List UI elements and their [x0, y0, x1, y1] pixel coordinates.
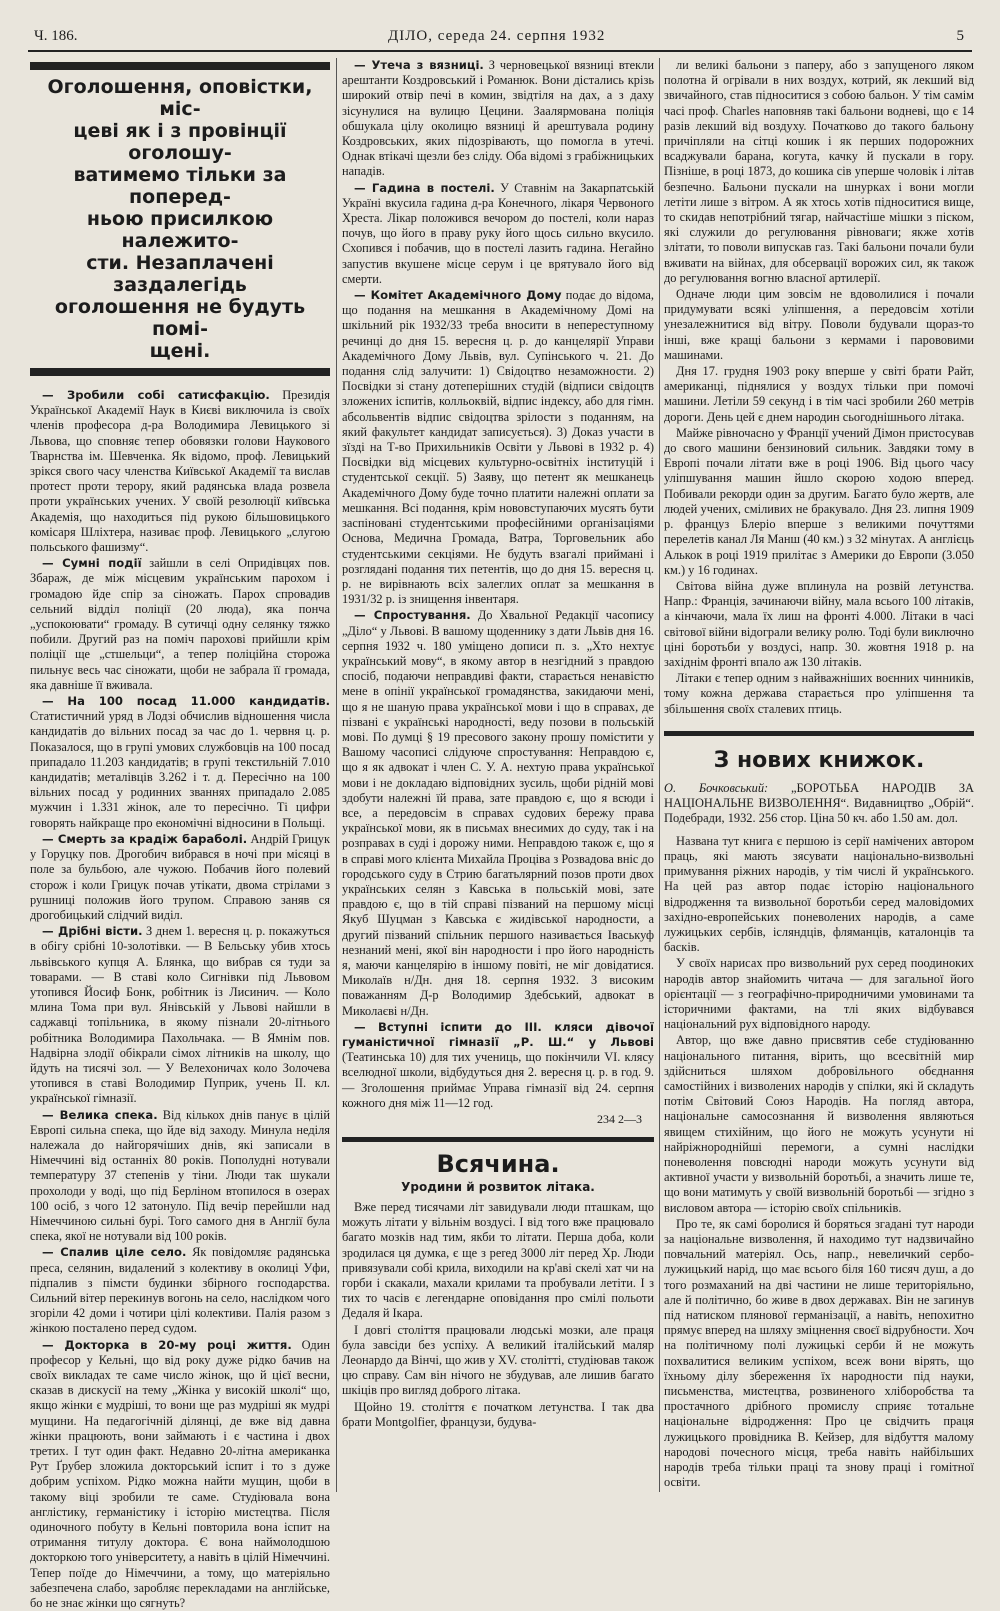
news-heading: — На 100 посад 11.000 кандидатів.: [42, 694, 330, 709]
review-paragraph: У своїх нарисах про визвольний рух серед поодиноких народів автор знайомить читача — для загальної його орієнтації — з географічно-природничими умовинами та історичними фактами, на тлі яких відбувався національний рух відповідного народу.: [664, 956, 974, 1032]
news-body: Від кількох днів панує в цілій Европі сильна спека, що йде від заходу. Минула неділя належала до найгорячіших днів, які записали в Німеччині від останніх 80 років. Пополудні нотували температуру 37 степенів у тіни. Люди так шукали прохолоди у воді, що під Берліном втопилося в озерах 100 осіб, з чого 12 затонуло. Під вечір перейшли над Німеччиною сильні бурі. Того самого дня в Англії була спека, якої не нотували від 100 років.: [30, 1107, 330, 1244]
news-item: [30, 1108, 330, 1245]
review-paragraph: Автор, що вже давно присвятив себе студіюванню національного питання, вірить, що всесвітній мир здійсниться шляхом добровільного обєднання самостійних і визволених народів у спілки, які й складуть потім Світовий Союз Народів. На погляд автора, національне самосознання й визволення являються явищем стихійним, що його не можуть усунути ні найріжнороднійші перемоги, а сумні наслідки поневолення повсюдні народи можуть усунути від активної участи у визвольній боротьбі, а значить лише те, що вони матимуть у своїй визвольній боротьбі — згідно з висловом автора — історію своїх спільників.: [664, 1033, 974, 1215]
news-heading: — Спалив ціле село.: [42, 1245, 187, 1260]
notice-line: Оголошення, оповістки, міс-: [47, 76, 313, 120]
book-publisher: Видавництво „Обрій“. Подебради, 1932. 256 стор. Ціна 50 кч. або 1.50 ам. дол.: [664, 795, 974, 825]
article-paragraph: Майже рівночасно у Франції учений Дімон пристосував до свого машини бензиновий сильник. Завдяки тому в Европі почали літати вже в році 1906. Від цього часу уліпшування машин йшло скорою ходою вперед. Побивали рекорди один за другим. Багато було жертв, але людей учених, сміливих не бракувало. Дня 23. липня 1909 р. француз Блеріо вперше з великими почуттями перелетів канал Ля Манш (40 км.) з 32 мінутах. А англієць Алькок в році 1919 прилітає з Америки до Европи (3.050 км.) у 16 годинах.: [664, 425, 974, 577]
news-heading: — Спростування.: [354, 608, 471, 623]
news-heading: — Сумні події: [42, 556, 142, 571]
books-section-title: З нових книжок.: [664, 731, 974, 773]
news-item: [30, 832, 330, 923]
news-item: [342, 181, 654, 287]
book-reference: [664, 781, 974, 826]
column-2: [342, 58, 654, 1500]
article-paragraph: Одначе люди цим зовсім не вдоволилися і почали придумувати всякі уліпшення, а передовсім хотіли унезалежнитися від вітру. Поволи будували щораз-то інші, вже кращі бальони з кермами і парововими машинами.: [664, 287, 974, 362]
section-title: Всячина.: [342, 1137, 654, 1178]
news-item: [30, 1245, 330, 1336]
article-paragraph: Щойно 19. століття є початком летунства. І так два брати Montgolfier, французи, будува-: [342, 1399, 654, 1429]
news-body: З днем 1. вересня ц. р. покажуться в обігу срібні 10-золотівки. — В Бельську убив хтось львівського купця А. Блянка, що вибрав ся туди за товарами. — В ставі коло Сигнівки під Львовом утопився Йосиф Бонк, робітник із Лисинич. — Коло млина Тома при вул. Янівській у Львові найшли в саджавці топільника, в якому пізнали 20-літнього робітника Володимира Пахольчака. — В Ямнім пов. Надвірна злодії обікрали сімох літників на школу, що йдуть на тисячі зол. — У Велехоничах коло Золочева утопився в ставі Володимир Пуприк, учень II. кл. української гімназії.: [30, 924, 330, 1106]
news-body: Статистичний уряд в Лодзі обчислив відношення числа кандидатів до вільних посад за час до 1. червня ц. р. Показалося, що в групі умових службовців на 100 посад припадало 11.203 кандидатів; в групі текстильній 7.010 кандидатів; металівців 3.262 і т. д. Пересічно на 100 вільних посад у родинних званнях припадало 2.085 мужчин і 1.331 жінок, але то пересічно. Ті цифри говорять найкраще про економічні відносини в Польщі.: [30, 709, 330, 830]
article-paragraph: Світова війна дуже вплинула на розвій летунства. Напр.: Франція, зачинаючи війну, мала всього 100 літаків, а кінчаючи, мала їх лиш на фронті 4.000. Літаки в часі світової війни відограли велику ролю. Тоді були виключно ціні боротьби у воздусі, напр. 30. жовтня 1918 р. на західнім фронті впало аж 130 літаків.: [664, 578, 974, 669]
news-body: подає до відома, що подання на мешкання в Академічному Домі на шкільний рік 1932/33 треба вносити в непереступному речинці до дня 15. вересня ц. р. до канцелярії Управи Академічного Дому Львів, вул. Супінського ч. 21. До подання слід залучити: 1) Свідоцтво незаможности. 2) Посвідки зі стану дотеперішних студій (відписи свідоцтв зложених іспитів, колльоквій, відпис індексу, або для гімн. абсольвентів відпис свідоцтва зрілости з поданням, на який факультет кандидат записується). 3) Доказ участи в зїзді на Т-во Прихильників Освіти у Львові в 1932 р. 4) Посвідки від місцевих культурно-освітніх інституцій і студентської секції. 5) Заяву, що петент як мешканець Академічного Дому буде точно платити належні оплати за мешкання. Всі подання, крім нововступаючих мусять бути заспіновані студентськими професійними організаціями Основа, Медична Громада, Ватра, Торговельник або студентськими секціями. Не будуть взагалі приймані і розглядані подання тих петентів, що до дня 15. вересня ц. р. не вирівнають всіх залеглих оплат за мешкання в 1931/32 р. із знищення інвентаря.: [342, 288, 654, 607]
article-paragraph: Вже перед тисячами літ завидували люди пташкам, що можуть літати у вільнім воздусі. І від того вже працювало багато мозків над тим, якби то літати. Перша доба, коли зродилася ця думка, є ще з perед 3000 літ перед Хр. Люди привязували собі крила, виходили на кр'аві скелі хат чи на горби і скакали, махали крилами та пробували летіти. І з тих то часів є легендарне оповідання про смілі польоти Дедаля й Ікара.: [342, 1200, 654, 1321]
news-heading: — Утеча з вязниці.: [354, 58, 484, 72]
page-label: Ч. 186.: [34, 28, 78, 44]
news-item: [342, 288, 654, 607]
news-heading: — Докторка в 20-му році життя.: [42, 1337, 292, 1352]
news-item: [30, 388, 330, 555]
news-heading: — Смерть за крадіж бараболі.: [42, 831, 248, 846]
news-body: Як повідомляє радянська преса, селянин, видалений з колективу в околиці Уфи, підпалив з пімсти будинки збірного господарства. Сильний вітер перекинув вогонь на село, наслідком чого згоріли 42 доми і чотири цілі колективи. Палія разом з жінкою посталено перед судом.: [30, 1245, 330, 1336]
column-divider: [336, 58, 337, 1492]
news-heading: — Комітет Академічного Дому: [354, 288, 562, 303]
news-item: [342, 58, 654, 180]
news-heading: — Зробили собі сатисфакцію.: [42, 388, 270, 402]
header-rule: [28, 50, 972, 52]
page-number: 5: [956, 28, 964, 44]
news-item: [342, 608, 654, 1018]
page-header: [28, 26, 972, 50]
news-item: [342, 1020, 654, 1111]
news-body: (Театинська 10) для тих учениць, що покінчили VI. клясу вселюдної школи, відбудуться дня 2. вересня ц. р. в год. 9. — Зголошення приймає Управа гімназії від 24. серпня кожного дня між 11—12 год.: [342, 1050, 654, 1110]
column-1: [30, 58, 331, 1611]
news-item: [30, 1338, 330, 1611]
notice-line: цеві як і з провінції оголошу-: [73, 120, 287, 164]
news-heading: — Велика спека.: [42, 1107, 158, 1122]
notice-line: ньою присилкою належито-: [86, 208, 274, 252]
news-body: З черновецької вязниці втекли арештанти Коздровський і Романюк. Вони дістались крізь широкий отвір печі в комин, звідтіля на дах, а з даху зісунулися на вулицю Цецини. Заалярмована поліція обшукала цілу околицю вязниці й арештувала родину Коздровських, яких підозрівають, що помогла в утечі. Однак втікачі щезли без сліду. Оба відомі з грабіжницьких нападів.: [342, 58, 654, 179]
article-title: Уродини й розвиток літака.: [401, 1180, 595, 1195]
column-3: [664, 58, 974, 1500]
paper-date: ДІЛО, середа 24. серпня 1932: [388, 28, 606, 44]
ads-notice: [30, 62, 330, 376]
news-item: [30, 694, 330, 831]
item-signature: 234 2—3: [597, 1112, 642, 1127]
review-paragraph: Про те, як самі боролися й боряться згадані тут народи за національне визволення, й находимо тут надзвичайно повчальний матеріял. Ось, напр., невеличкий сербо-лужицький нарід, що має всього біля 160 тисяч душ, а до того розмаханий на дві частини не лише територіяльно, але й політично, бо живе в двох державах. Він не загинув під натиском плянової германізації, а навіть, непохитно прямує вперед на шляху зміцнення своєї відрубности. Хоч на політичному полі лужицькі серби й не можуть похвалитися великим успіхом, всеж вони вірять, що їхньому ділу збереження їх народности під науки, письменства, мистецтва, розвиненого хліборобства та простачного дрібного промислу сприяє тотальне національне відродження: Про це свідчить праця лужицького провідника В. Кейзер, для відбуття малому народові почесного місця, треба навіть найбільших народів треба тільки праці та знову праці і гомітної освіти.: [664, 1216, 974, 1490]
news-body: У Ставнім на Закарпатській Україні вкусила гадина д-ра Конечного, лікаря Червоного Хреста. Лікар положився вечором до постелі, коли нараз почув, що його в праву руку його щось сильно вкусило. Схопився і побачив, що в постелі лазить гадина. Негайно запустив вкушене місце серум і це врятувало його від смерти.: [342, 180, 654, 286]
article-paragraph: І довгі століття працювали людські мозки, але праця була завсіди без успіху. А великий італійський маляр Леонардо да Вінчі, що жив у XV. столітті, студіював також цю справу. Сам він нічого не збудував, але лишив багато шкіців про вигляд доброго літака.: [342, 1322, 654, 1398]
notice-line: ватимемо тільки за поперед-: [73, 164, 287, 208]
notice-line: оголошення не будуть помі-: [54, 296, 306, 340]
book-author: О. Бочковський:: [664, 780, 769, 795]
review-paragraph: Названа тут книга є першою із серії намічених автором праць, які мають зясувати національно-визвольні примування ріжних народів, у тім числі й українського. На цей раз автор подає історію національного відродження та визвольної боротьби серед маловідомих західно-европейських поневолених народів, а саме лужицьких сербів, ісляндців, фляманців, каталонців та басків.: [664, 833, 974, 955]
news-item: [30, 924, 330, 1106]
news-heading: — Дрібні вісти.: [42, 924, 143, 939]
article-paragraph: Літаки є тепер одним з найважніших воєнних чинників, тому кожна держава старається про уліпшення та збільшення своїх сталевих птиць.: [664, 671, 974, 716]
news-body: зайшли в селі Опридівцях пов. Збараж, де між місцевим українським парохом і громадою йде спір за сіножать. Парох спровадив сельний відділ поліції (20 люда), яка понча „успокоювати“ громаду. В сутичці одну селянку тяжко побили. Другий раз на поміч парохові прийшли крім поліції ще „стшельци“, а тепер поліційна сторожа пильнує весь час сіножати, щоби не забрала її громада, яка давніше її вживала.: [30, 556, 331, 692]
news-body: Один професор у Кельні, що від року дуже рідко бачив на своїх викладах те саме число жінок, що й цієї весни, сказав в дискусії на тему „Жінка у високій школі“ що, якщо жінки є мудріші, то вони ще раз мудріші як мудрі мущини. На педагогічній ділянці, де вже від давна жінки працюють, вони займають і є частина і двох третих. І тут один факт. Недавно 20-літна американка Рут Ґрубер зложила докторський іспит і то з дуже добрим успіхом. Рідко можна найти мущин, щоби в такому віці зробили те саме. Студіювала вона англістику, германістику і історію мистецтва. Після одиночного побуту в Кельні повторила вона іспит на отримання титулу доктора. Є вона наймолодшою докторкою того університету, а навіть в цілій Німеччині. Тепер поїде до Німеччини, а тому, що матеріяльно забезпечена слабо, заробляє перекладами на англійське, бо не знає жінки що сягнуть?: [30, 1337, 330, 1611]
column-divider: [659, 58, 660, 1492]
notice-line: сти. Незаплачені заздалегідь: [86, 252, 274, 296]
news-heading: — Вступні іспити до III. кляси дівочої гуманістичної гімназії „Р. Ш.“ у Львові: [342, 1019, 654, 1049]
news-heading: — Гадина в постелі.: [354, 180, 495, 195]
news-body: Президія Української Академії Наук в Києві виключила із своїх членів професора д-ра Володимира Левицького зі Львова, що сповняє тепер обовязки голови Наукового Тварнства ім. Шевченка. Як відомо, проф. Левицький зрікся свого часу членства Київської Академії та вислав протест проти терору, який радянська влада розвела проти українських учених. У своїй резолюції київська Академія, що находиться під рукою більшовицького комісаря Шліхтера, називає проф. Левицького „слугою польського фашизму“.: [30, 388, 330, 555]
news-body: Андрій Грицук у Горуцку пов. Дрогобич вибрався в ночі при місяці в поле за бульбою, але чужою. Побачив його полевий сторож і коли Грицук почав утікати, двома стрілами з рушниці положив його трупом. Справою заняв ся дрогобицький слідчий виділ.: [30, 831, 330, 922]
article-paragraph: Дня 17. грудня 1903 року вперше у світі брати Райт, американці, піднялися у воздух тільки при помочі машини. Летіли 59 секунд і в тім часі зробили 260 метрів дороги. День цей є днем народин сьогоднішнього літака.: [664, 364, 974, 424]
news-body: До Хвальної Редакції часопису „Діло“ у Львові. В вашому щоденнику з дати Львів дня 16. серпня 1932 ч. 180 уміщено дописи п. з. „Хто нехтує український мову“, в якому автор в незгідний з правдою спосіб, подаючи неправдиві факти, старається ненавістю мене в опінії української громадянства, закидаючи мені, що я не шаную права української мови і що в справах, де пізвані є українські народності, веду позови в польській мові. По думці § 19 пресового закону прошу помістити у Вашому часописі слідуюче спростування: Неправдою є, що я як адвокат і член С. У. А. нехтую права української мови і не докладаю відповідних зусиль, щоби рідній мові здобути належні їй права, зате правдою є, що я всюди і все, а передовсім в справах судових бережу права української мови, як в письмах внесимих до суду, так і на розправах в суді і дорожу ними. Неправдою також є, що я в справі мого клієнта Михайла Проціва з Розвадова вніс до городського суду в Стрию багатьлярний позов проти двох українських селян з Кавська в польській мові, зате правдою є, що в тій справі пізваний на першому місці Якуб Шуцман з Кавська є жидівської народности, а другий пізваний спільник першого називається Іваськуф незнаний мені, якої він народности і про його народність я, маючи канцелярію в іншому повіті, не міг довідатися. Миколаїв н/Дн. дня 18. серпня 1932. З високим поважанням Д-р Володимир Здебський, адвокат в Миколаєві н/Дн.: [342, 608, 654, 1018]
news-item: [30, 556, 330, 693]
notice-line: щені.: [149, 340, 211, 362]
book-title: „БОРОТЬБА НАРОДІВ ЗА НАЦІОНАЛЬНЕ ВИЗВОЛЕННЯ“.: [664, 780, 974, 810]
article-paragraph: ли великі бальони з паперу, або з запущеного ляком полотна й огрівали в них воздух, котрий, як лекший від звичайного, став підноситися з собою бальон. У тім самім часі проф. Charles наповняв такі бальони водневі, що є 14 разів лекший від воздуху. Початково до такого бальону причіпляли на сітці кошик і як перших подорожних всаджували барана, когута, качку й пускали в гору. Пізніше, в році 1873, до кошика сів уперше чоловік і літав безпечно. Бальони пускали на шнурках і вони могли летіти лише з вітром. А як хтось хотів підноситися вище, то скидав непотрібний тягар, найчастіше мішки з піском, які служили до регулювання рівноваги; якже хотів злітати, то поволи випускав газ. Такі бальони почали були вживати на війнах, для обсервації ворожих сил, як також до регулювання вогню власної артилерії.: [664, 58, 974, 285]
